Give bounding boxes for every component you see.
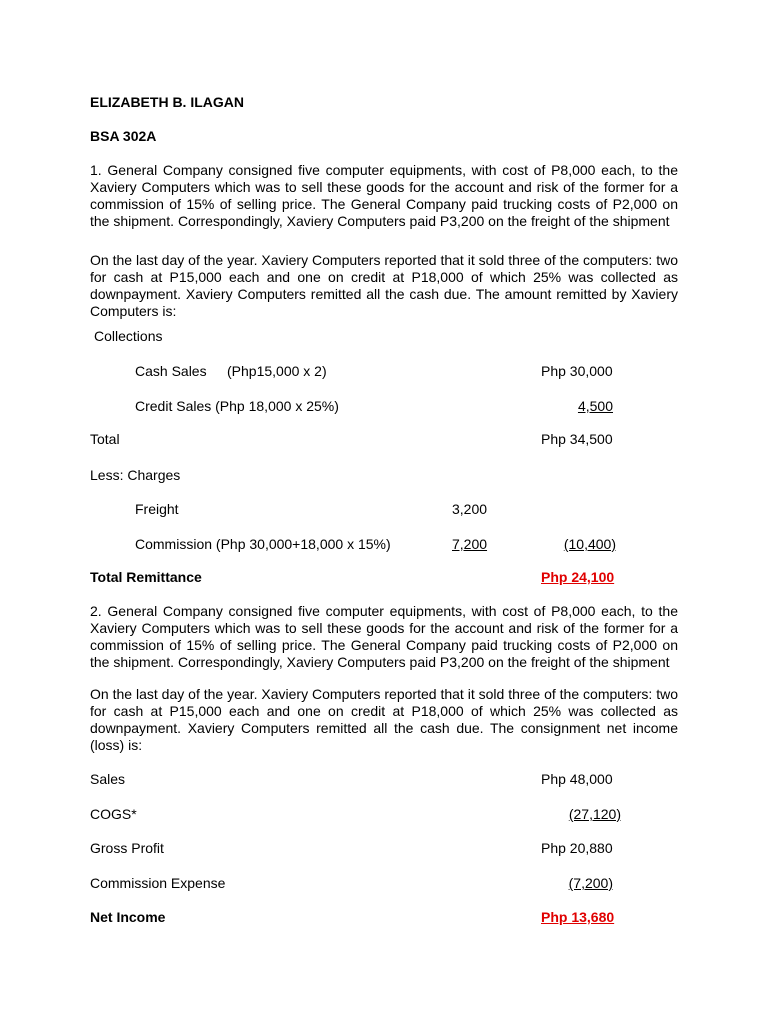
q2-sales-label: Sales	[90, 771, 126, 787]
student-name: ELIZABETH B. ILAGAN	[90, 94, 244, 110]
q1-total-value: Php 34,500	[541, 431, 613, 447]
q1-less-charges-label: Less: Charges	[90, 467, 181, 483]
course-section: BSA 302A	[90, 128, 157, 144]
q1-freight-label: Freight	[135, 501, 179, 517]
q1-cash-sales-value: Php 30,000	[541, 363, 613, 379]
q2-sales-value: Php 48,000	[541, 771, 613, 787]
q2-cogs-value: (27,120)	[568, 806, 621, 822]
q2-cogs-label: COGS*	[90, 806, 137, 822]
q1-freight-value: 3,200	[452, 501, 488, 517]
q1-total-remittance-value: Php 24,100	[541, 569, 615, 585]
q1-collections-label: Collections	[94, 328, 163, 344]
q1-total-remittance-label: Total Remittance	[90, 569, 202, 585]
q1-cash-sales-calc: (Php15,000 x 2)	[227, 363, 327, 379]
q1-commission-value: 7,200	[452, 536, 488, 552]
q2-gross-profit-value: Php 20,880	[541, 840, 613, 856]
q1-total-label: Total	[90, 431, 120, 447]
q1-credit-sales-value: 4,500	[577, 398, 613, 414]
q1-cash-sales-label: Cash Sales	[135, 363, 207, 379]
q2-gross-profit-label: Gross Profit	[90, 840, 164, 856]
q2-question-text: On the last day of the year. Xaviery Computers reported that it sold three of the computers: two for cash at P15,000 each and one on credit at P18,000 of which 25% was collected as downpayment. Xaviery Computers remitted all the cash due. The consignment net income (loss) is:	[90, 686, 678, 753]
q1-problem-text: 1. General Company consigned five computer equipments, with cost of P8,000 each, to the Xaviery Computers which was to sell these goods for the account and risk of the former for a commission of 15% of selling price. The General Company paid trucking costs of P2,000 on the shipment. Correspondingly, Xaviery Computers paid P3,200 on the freight of the shipment	[90, 162, 678, 229]
q2-commission-expense-value: (7,200)	[568, 875, 613, 891]
q2-problem-text: 2. General Company consigned five computer equipments, with cost of P8,000 each, to the Xaviery Computers which was to sell these goods for the account and risk of the former for a commission of 15% of selling price. The General Company paid trucking costs of P2,000 on the shipment. Correspondingly, Xaviery Computers paid P3,200 on the freight of the shipment	[90, 603, 678, 670]
q1-charges-total: (10,400)	[563, 536, 616, 552]
q2-net-income-label: Net Income	[90, 909, 166, 925]
q1-question-text: On the last day of the year. Xaviery Computers reported that it sold three of the computers: two for cash at P15,000 each and one on credit at P18,000 of which 25% was collected as downpayment. Xaviery Computers remitted all the cash due. The amount remitted by Xaviery Computers is:	[90, 252, 678, 319]
q2-net-income-value: Php 13,680	[541, 909, 615, 925]
q1-commission-label: Commission (Php 30,000+18,000 x 15%)	[135, 536, 391, 552]
q1-credit-sales-label: Credit Sales (Php 18,000 x 25%)	[135, 398, 339, 414]
q2-commission-expense-label: Commission Expense	[90, 875, 226, 891]
